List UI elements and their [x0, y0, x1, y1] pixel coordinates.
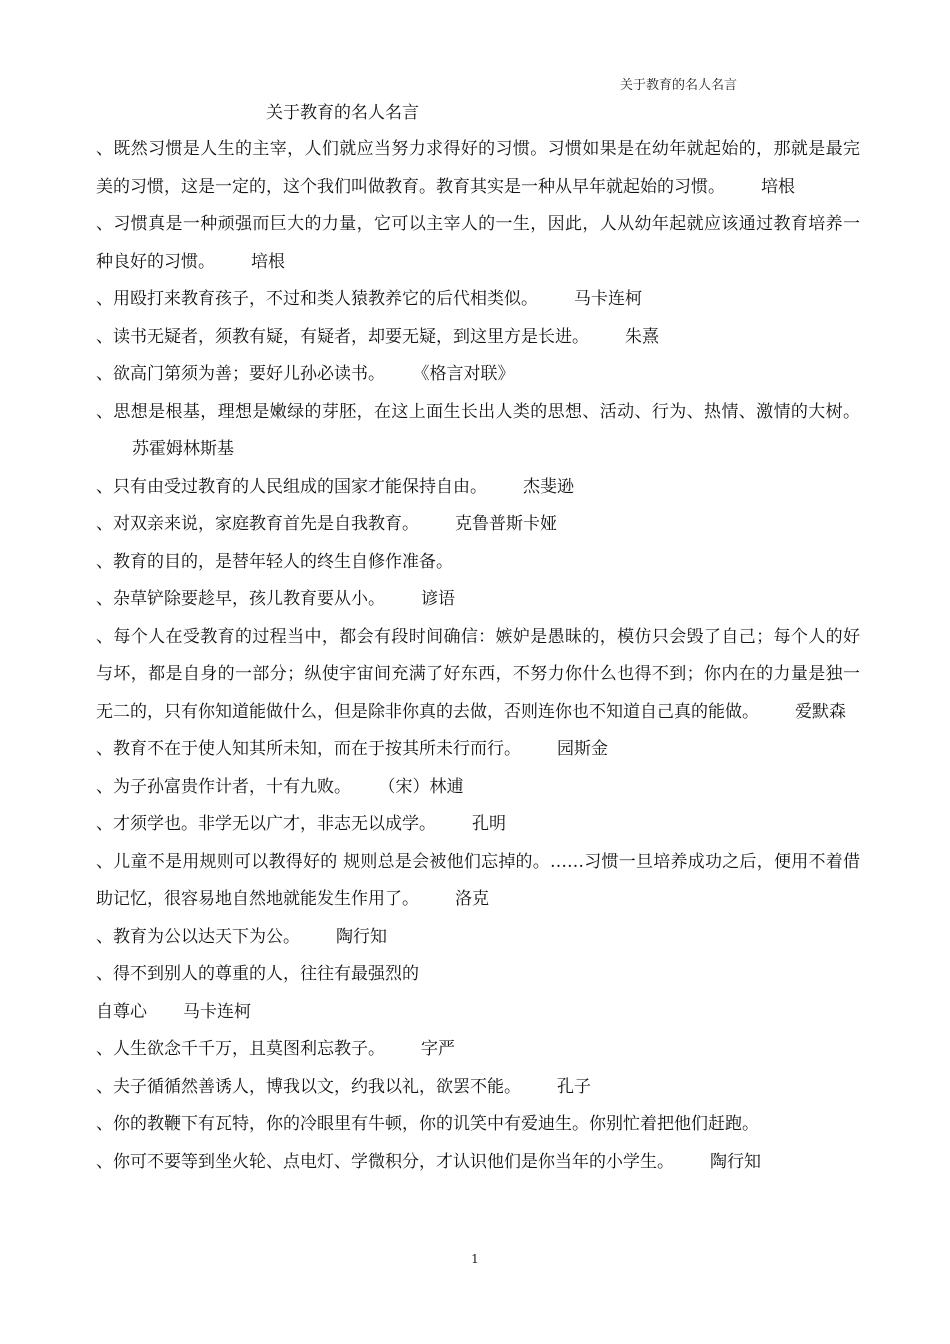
quote-author: 培根 — [251, 251, 285, 272]
quote-text: 、为子孙富贵作计者，十有九败。 — [96, 776, 351, 797]
quote-text: 、只有由受过教育的人民组成的国家才能保持自由。 — [96, 476, 487, 497]
quote-text: 、每个人在受教育的过程当中，都会有段时间确信：嫉妒是愚昧的，模仿只会毁了自己；每个人的好与坏，都是自身的一部分；纵使宇宙间充满了好东西，不努力你什么也得不到；你内在的力量是独一无二的，只有你知道能做什么，但是除非你真的去做，否则连你也不知道自己真的能做。 — [96, 626, 860, 722]
quote-author: 克鲁普斯卡娅 — [455, 514, 557, 534]
quote-text: 自尊心 — [96, 1001, 147, 1022]
quote-text: 、你的教鞭下有瓦特，你的冷眼里有牛顿，你的讥笑中有爱迪生。你别忙着把他们赶跑。 — [96, 1114, 759, 1134]
quote-author: 杰斐逊 — [523, 476, 574, 497]
quote-author: 园斯金 — [557, 739, 608, 759]
quote-item — [96, 919, 860, 957]
quote-item — [96, 956, 860, 994]
quote-item — [96, 356, 860, 394]
quote-item — [96, 506, 860, 544]
quote-item — [96, 394, 860, 469]
quote-text: 、用殴打来教育孩子，不过和类人猿教养它的后代相类似。 — [96, 289, 538, 309]
quote-text: 、才须学也。非学无以广才，非志无以成学。 — [96, 814, 436, 834]
quote-author: 洛克 — [455, 889, 489, 909]
quote-item — [96, 544, 860, 582]
quote-author: 马卡连柯 — [574, 289, 642, 309]
quote-text: 、杂草铲除要趁早，孩儿教育要从小。 — [96, 589, 385, 609]
quote-text: 、既然习惯是人生的主宰，人们就应当努力求得好的习惯。习惯如果是在幼年就起始的，那就是最完美的习惯，这是一定的，这个我们叫做教育。教育其实是一种从早年就起始的习惯。 — [96, 139, 860, 197]
quote-author: 培根 — [761, 176, 795, 197]
quote-author: 孔明 — [472, 814, 506, 834]
quote-text: 、教育为公以达天下为公。 — [96, 926, 300, 947]
quote-item — [96, 619, 860, 732]
quote-text: 、对双亲来说，家庭教育首先是自我教育。 — [96, 514, 419, 534]
quote-item — [96, 206, 860, 281]
quote-item — [96, 806, 860, 844]
quote-author: 陶行知 — [336, 926, 387, 947]
page-number: 1 — [471, 1252, 479, 1266]
quote-text: 、教育的目的，是替年轻人的终生自修作准备。 — [96, 551, 453, 572]
quote-author: 爱默森 — [795, 701, 846, 722]
quote-text: 、读书无疑者，须教有疑，有疑者，却要无疑，到这里方是长进。 — [96, 326, 589, 347]
quote-author: 陶行知 — [710, 1151, 761, 1172]
quote-author: 苏霍姆林斯基 — [132, 439, 234, 459]
quote-item — [96, 844, 860, 919]
quote-author: 字严 — [421, 1039, 455, 1059]
quote-author: 谚语 — [421, 589, 455, 609]
quote-text: 、你可不要等到坐火轮、点电灯、学微积分，才认识他们是你当年的小学生。 — [96, 1151, 674, 1172]
quote-item — [96, 469, 860, 507]
quote-text: 、思想是根基，理想是嫩绿的芽胚，在这上面生长出人类的思想、活动、行为、热情、激情的大树。 — [96, 401, 860, 422]
quote-item — [96, 731, 860, 769]
quote-text: 、人生欲念千千万，且莫图利忘教子。 — [96, 1039, 385, 1059]
quote-item — [96, 769, 860, 807]
quote-text: 、儿童不是用规则可以教得好的 规则总是会被他们忘掉的。……习惯一旦培养成功之后，便用不着借助记忆，很容易地自然地就能发生作用了。 — [96, 851, 860, 909]
quote-text: 、得不到别人的尊重的人，往往有最强烈的 — [96, 964, 419, 984]
quote-author: 朱熹 — [625, 326, 659, 347]
quote-item — [96, 1144, 860, 1182]
quote-author: 孔子 — [557, 1076, 591, 1097]
quote-item — [96, 994, 860, 1032]
quote-item — [96, 1031, 860, 1069]
document-title: 关于教育的名人名言 — [266, 103, 419, 123]
quote-item — [96, 281, 860, 319]
quote-list — [96, 131, 860, 1181]
quote-text: 、夫子循循然善诱人，博我以文，约我以礼，欲罢不能。 — [96, 1076, 521, 1097]
quote-text: 、习惯真是一种顽强而巨大的力量，它可以主宰人的一生，因此，人从幼年起就应该通过教育培养一种良好的习惯。 — [96, 214, 860, 272]
quote-text: 、欲高门第须为善；要好儿孙必读书。 — [96, 364, 385, 384]
quote-item — [96, 1106, 860, 1144]
quote-item — [96, 1069, 860, 1107]
running-header: 关于教育的名人名言 — [620, 78, 738, 93]
quote-author: （宋）林逋 — [387, 776, 464, 797]
quote-text: 、教育不在于使人知其所未知，而在于按其所未行而行。 — [96, 739, 521, 759]
quote-item — [96, 581, 860, 619]
quote-item — [96, 131, 860, 206]
quote-author: 《格言对联》 — [421, 364, 515, 384]
quote-author: 马卡连柯 — [183, 1001, 251, 1022]
quote-item — [96, 319, 860, 357]
